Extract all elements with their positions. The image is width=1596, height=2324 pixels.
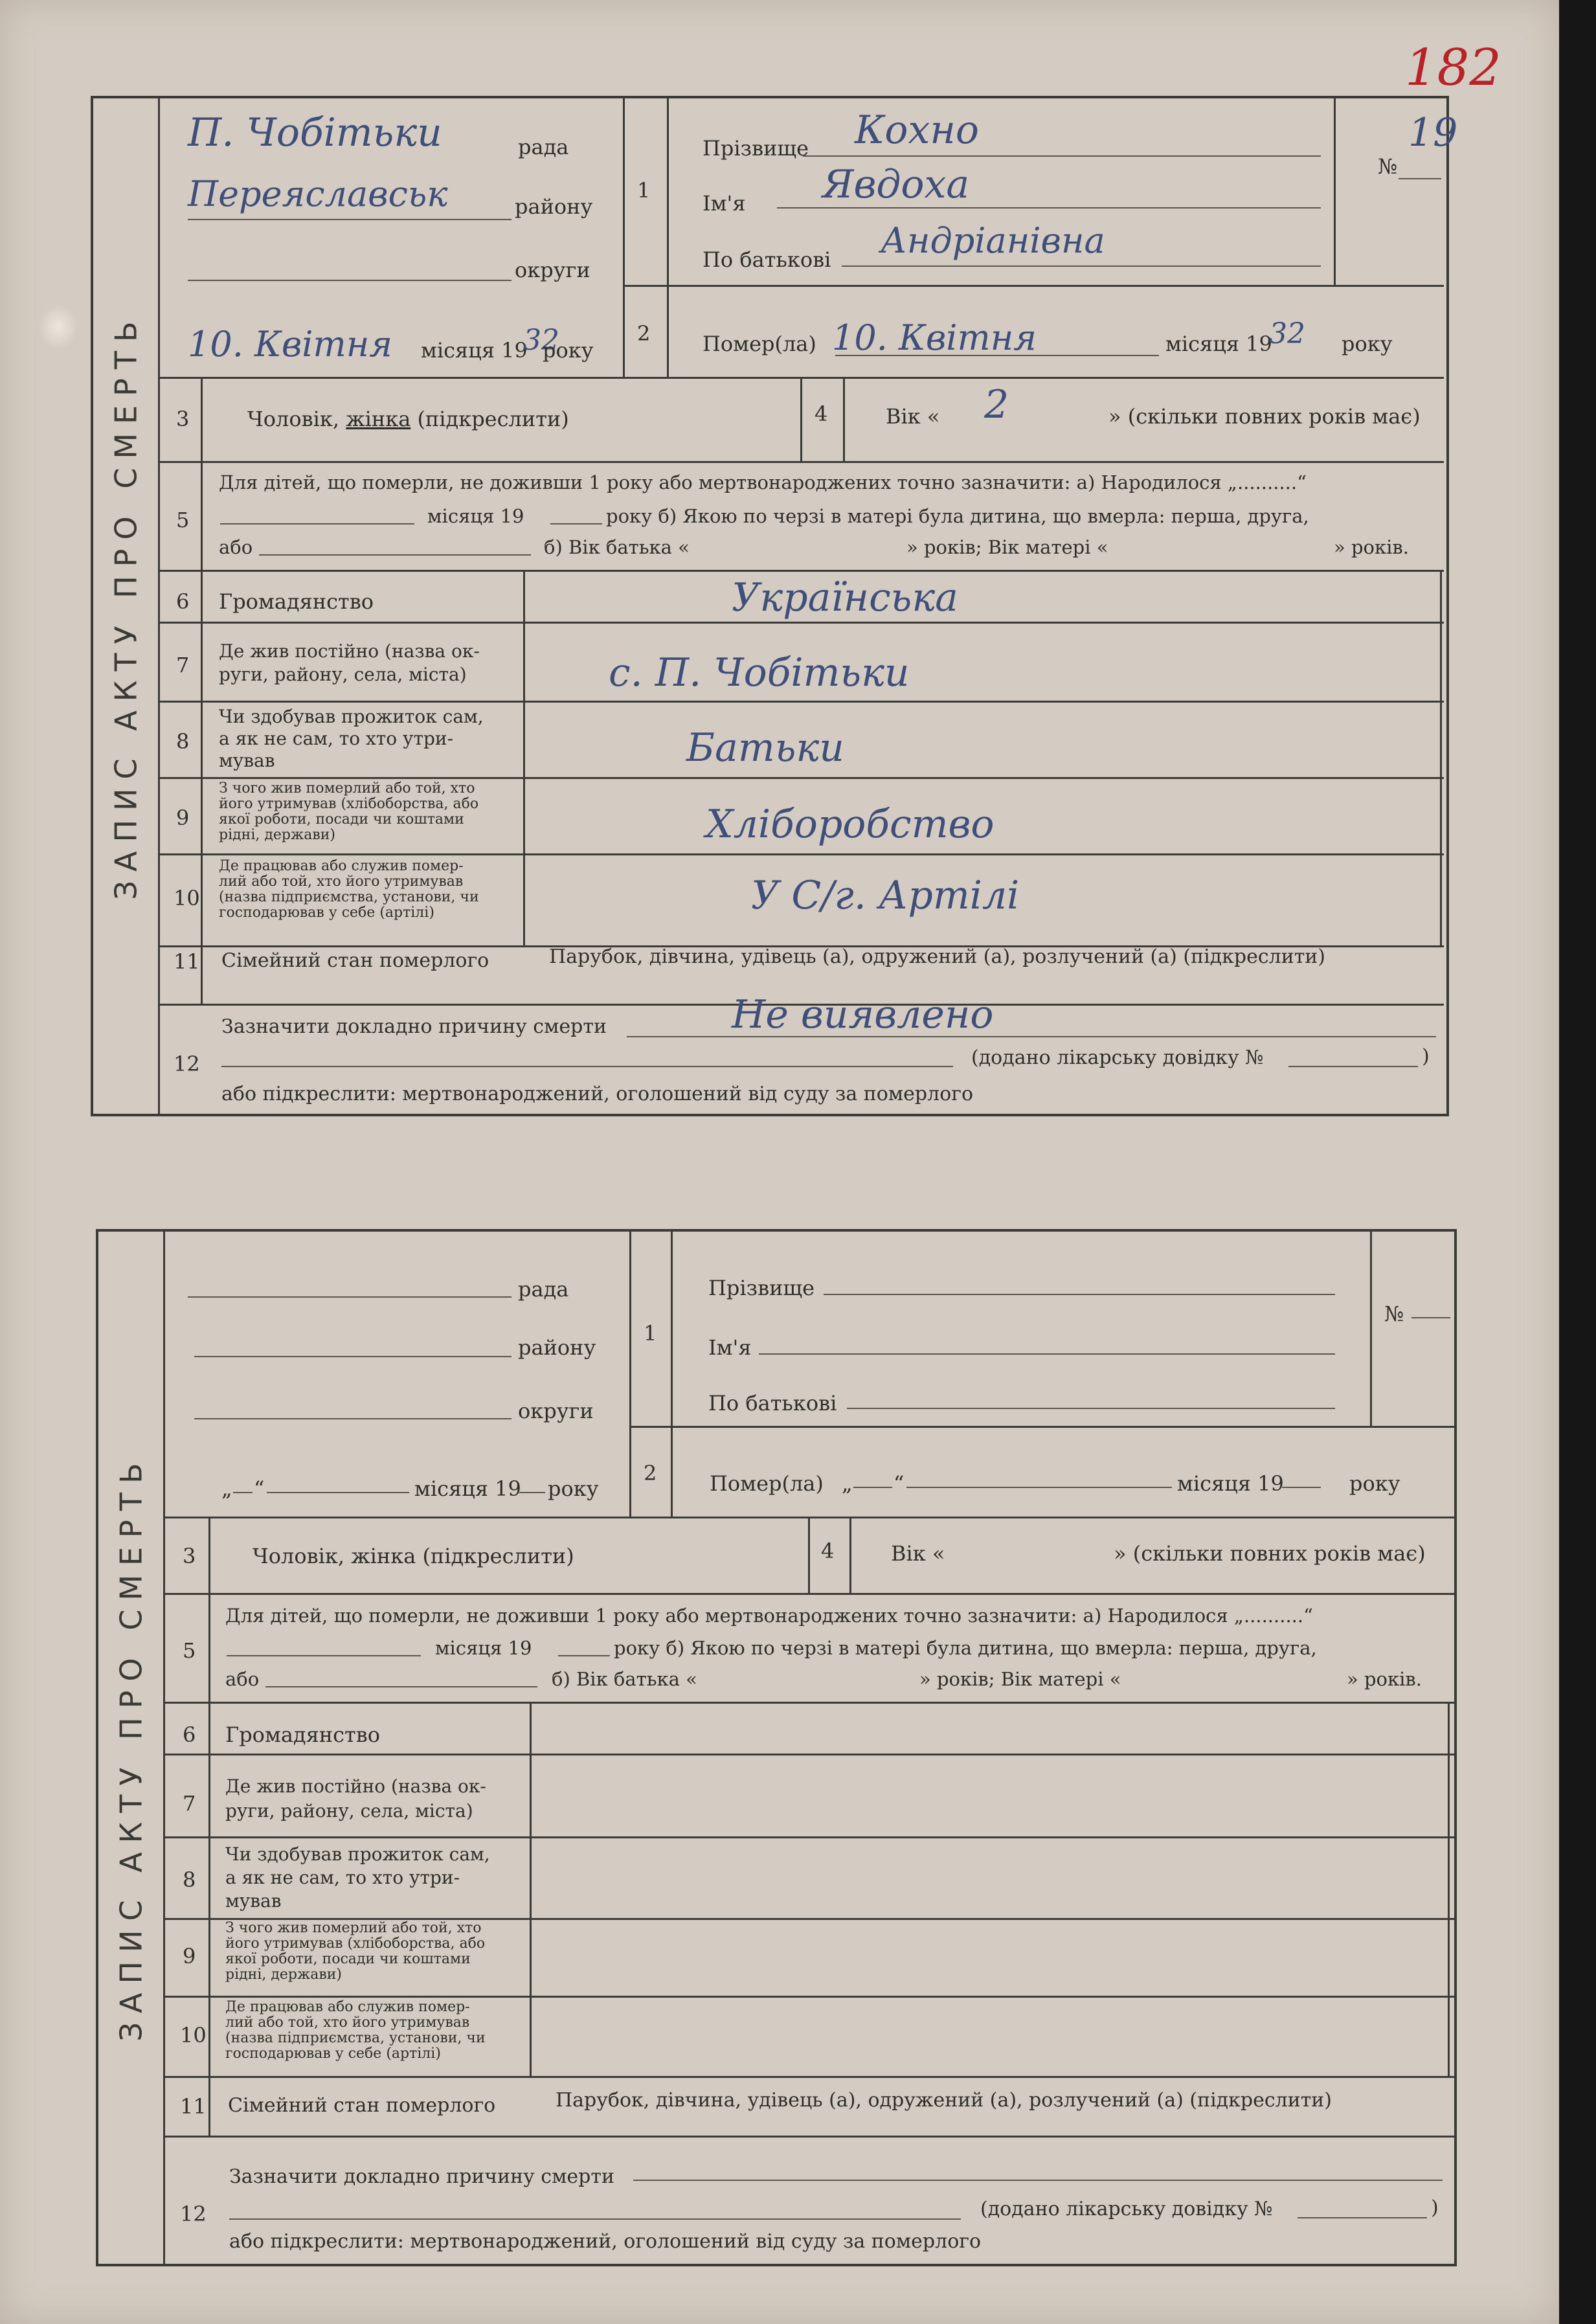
age-value: 2 <box>984 382 1009 427</box>
paper-crease <box>39 304 78 350</box>
death-cause-value: Не виявлено <box>732 992 994 1037</box>
record-number-value: 19 <box>1408 110 1458 155</box>
rada-value: П. Чобітьки <box>188 110 442 155</box>
name-value: Явдоха <box>822 162 970 207</box>
support-value: Батьки <box>686 725 844 771</box>
form-side-title: ЗАПИС АКТУ ПРО СМЕРТЬ <box>98 1232 165 2264</box>
death-year-value: 32 <box>1269 317 1305 350</box>
patronymic-value: Андріанівна <box>881 220 1105 261</box>
registration-year-value: 32 <box>523 324 559 357</box>
registration-date-value: 10. Квітня <box>188 324 393 365</box>
workplace-value: У С/г. Артілі <box>751 873 1020 918</box>
sex-label: Чоловік, жінка (підкреслити) <box>247 407 569 431</box>
surname-value: Кохно <box>855 107 980 153</box>
scan-dark-edge <box>1559 0 1596 2324</box>
income-value: Хліборобство <box>706 802 995 847</box>
document-sheet: 182 ЗАПИС АКТУ ПРО СМЕРТЬ П. Чобітьки рада Переяславськ району округи 10. Квітня місяця 19 32 року 1 2 Прізвище Кохно Ім'я Явдоха По батькові Андріанівна № 19 Помер(ла) 10. Квітня місяця 19 32 року 3 Чоловік, жінка (підкреслити) 4 Вік « 2 » (скільки повних років має) 5 Для дітей, що померли, не доживши 1 року або мертвонароджених точно зазначити: а) Народилося „..........“ місяця 19 року б) Якою по черзі в матері була дитина, що вмерла: перша, друга, або б) Вік батька « » років; Вік матері « » років. 6 Громадянство Українська 7 Де жив постійно (назва ок- руги, району, села, міста) с. П. Чобітьки 8 Чи здобував прожиток сам, а як не сам, то хто утри- мував Батьки 9 З чого жив померлий або той, хто його утримував (хлібоборства, або якої роботи, посади чи коштами рідні, держави) Хліборобство 10 Де працював або служив помер- лий або той, хто його утримував (назва підприємства, установи, чи господарював у себе (артілі) У С/г. Артілі 11 Сімейний стан померлого Парубок, дівчина, удівець (а), одружений (а), розлучений (а) (підкреслити) 12 Зазначити докладно причину смерти Не виявлено (додано лікарську довідку № ) або підкреслити: мертвонароджений, оголошений від суду за померлого ЗАПИС АКТУ ПРО СМЕРТЬ рада району округи „ “ місяця 19 року 1 2 Прізвище Ім'я По батькові № Помер(ла) „ “ місяця 19 року 3 Чоловік, жінка (підкреслити) 4 Вік « » (скільки повних років має) 5 Для дітей, що померли, не доживши 1 року або мертвонароджених точно зазначити: а) Народилося „..........“ місяця 19 року б) Якою по черзі в матері була дитина, що вмерла: перша, друга, або б) Вік батька « » років; Вік матері « » років. 6 Громадянство 7 Де жив постійно (назва ок- руги, району, села, міста) 8 Чи здобував прожиток сам, а як не сам, то хто утри- мував 9 З чого жив померлий або той, хто його утримував (хлібоборства, або якої роботи, посади чи коштами рідні, держави) 10 Де працював або служив помер- лий або той, хто його утримував (назва підприємства, установи, чи господарював у себе (артілі) 11 Сімейний стан померлого Парубок, дівчина, удівець (а), одружений (а), розлучений (а) (підкреслити) 12 Зазначити докладно причину смерти (додано лікарську довідку № ) або підкреслити: мертвонароджений, оголошений від суду за померлого <box>0 0 1559 2324</box>
form-side-title: ЗАПИС АКТУ ПРО СМЕРТЬ <box>93 98 160 1114</box>
citizenship-value: Українська <box>732 575 958 620</box>
rayon-value: Переяславськ <box>188 174 448 214</box>
residence-value: с. П. Чобітьки <box>609 650 910 695</box>
death-date-value: 10. Квітня <box>832 317 1037 358</box>
archive-page-number: 182 <box>1405 39 1501 97</box>
